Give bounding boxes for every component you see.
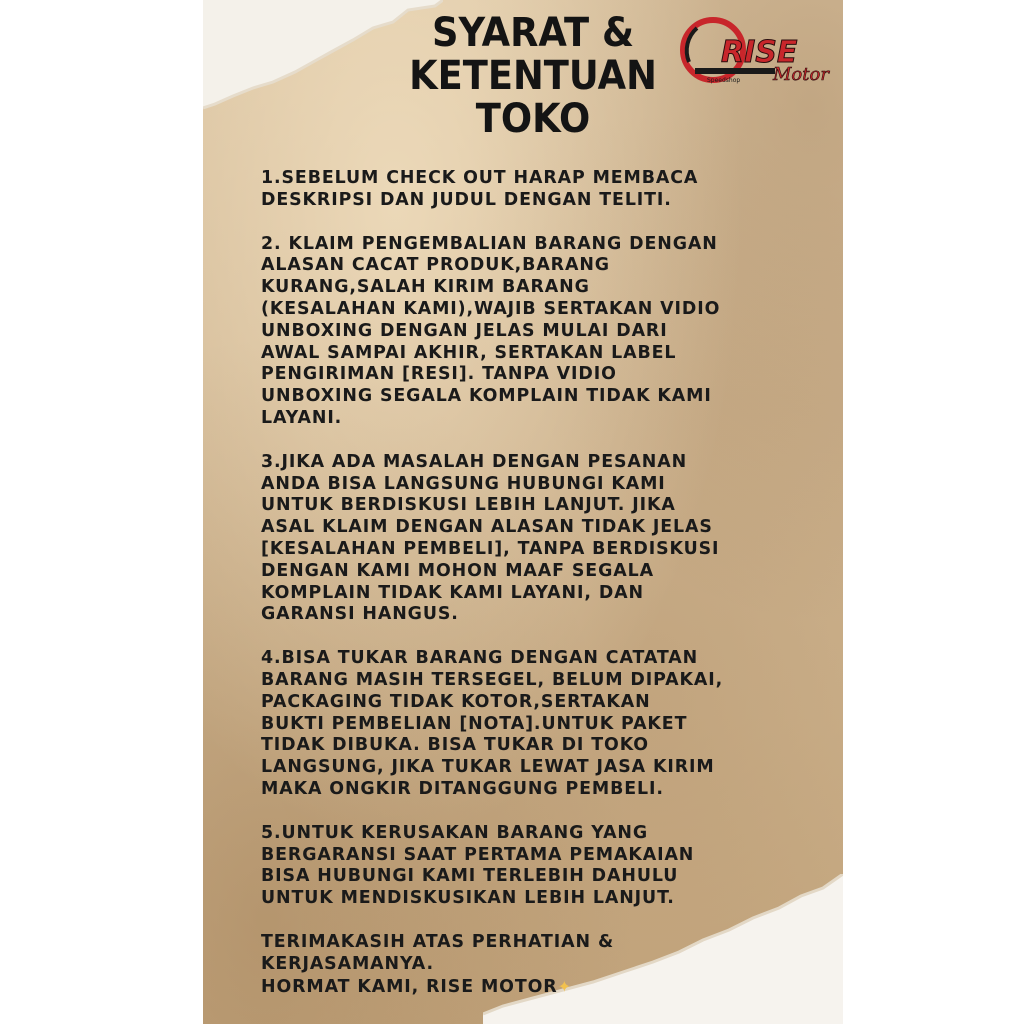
term-line: UNBOXING SEGALA KOMPLAIN TIDAK KAMI	[261, 386, 712, 407]
term-line: MAKA ONGKIR DITANGGUNG PEMBELI.	[261, 778, 664, 799]
svg-text:Speedshop: Speedshop	[707, 77, 741, 84]
term-line: BARANG MASIH TERSEGEL, BELUM DIPAKAI,	[261, 669, 724, 690]
sparkle-icon: ✦	[557, 976, 572, 996]
rise-motor-logo	[675, 10, 835, 90]
term-line: [KESALAHAN PEMBELI], TANPA BERDISKUSI	[261, 538, 720, 559]
term-line: ASAL KLAIM DENGAN ALASAN TIDAK JELAS	[261, 517, 713, 538]
closing-message	[261, 932, 821, 998]
term-line: PACKAGING TIDAK KOTOR,SERTAKAN	[261, 691, 651, 712]
closing-line-1: TERIMAKASIH ATAS PERHATIAN &	[261, 931, 615, 952]
term-line: UNBOXING DENGAN JELAS MULAI DARI	[261, 320, 668, 341]
term-line: ALASAN CACAT PRODUK,BARANG	[261, 255, 610, 276]
term-1	[261, 168, 821, 212]
svg-text:Motor: Motor	[773, 64, 829, 85]
term-line: LAYANI.	[261, 407, 343, 428]
term-5	[261, 823, 821, 910]
page-title	[395, 12, 671, 141]
svg-text:RISE: RISE	[721, 35, 798, 70]
term-line: DESKRIPSI DAN JUDUL DENGAN TELITI.	[261, 189, 672, 210]
term-line: KOMPLAIN TIDAK KAMI LAYANI, DAN	[261, 582, 644, 603]
title-line-3: TOKO	[475, 96, 591, 142]
term-line: BERGARANSI SAAT PERTAMA PEMAKAIAN	[261, 844, 695, 865]
term-line: (KESALAHAN KAMI),WAJIB SERTAKAN VIDIO	[261, 298, 721, 319]
term-2	[261, 234, 821, 430]
term-3	[261, 452, 821, 626]
term-line: GARANSI HANGUS.	[261, 604, 459, 625]
term-4	[261, 648, 821, 801]
term-line: LANGSUNG, JIKA TUKAR LEWAT JASA KIRIM	[261, 757, 715, 778]
term-line: 3.JIKA ADA MASALAH DENGAN PESANAN	[261, 451, 688, 472]
term-line: BISA HUBUNGI KAMI TERLEBIH DAHULU	[261, 866, 679, 887]
paper-background	[203, 0, 843, 1024]
closing-signature	[261, 976, 821, 999]
terms-content	[261, 168, 821, 998]
term-line: PENGIRIMAN [RESI]. TANPA VIDIO	[261, 364, 617, 385]
title-line-1: SYARAT &	[431, 10, 635, 56]
term-line: 5.UNTUK KERUSAKAN BARANG YANG	[261, 822, 649, 843]
term-line: 1.SEBELUM CHECK OUT HARAP MEMBACA	[261, 168, 699, 188]
term-line: UNTUK MENDISKUSIKAN LEBIH LANJUT.	[261, 888, 675, 909]
term-line: AWAL SAMPAI AKHIR, SERTAKAN LABEL	[261, 342, 677, 363]
title-line-2: KETENTUAN	[409, 53, 657, 99]
term-line: KURANG,SALAH KIRIM BARANG	[261, 277, 590, 298]
term-line: DENGAN KAMI MOHON MAAF SEGALA	[261, 560, 654, 581]
closing-line-3: HORMAT KAMI, RISE MOTOR	[261, 976, 558, 997]
term-line: 2. KLAIM PENGEMBALIAN BARANG DENGAN	[261, 233, 718, 254]
term-line: TIDAK DIBUKA. BISA TUKAR DI TOKO	[261, 735, 649, 756]
closing-line-2: KERJASAMANYA.	[261, 953, 434, 974]
term-line: UNTUK BERDISKUSI LEBIH LANJUT. JIKA	[261, 495, 676, 516]
term-line: ANDA BISA LANGSUNG HUBUNGI KAMI	[261, 473, 666, 494]
term-line: 4.BISA TUKAR BARANG DENGAN CATATAN	[261, 648, 699, 669]
term-line: BUKTI PEMBELIAN [NOTA].UNTUK PAKET	[261, 713, 688, 734]
